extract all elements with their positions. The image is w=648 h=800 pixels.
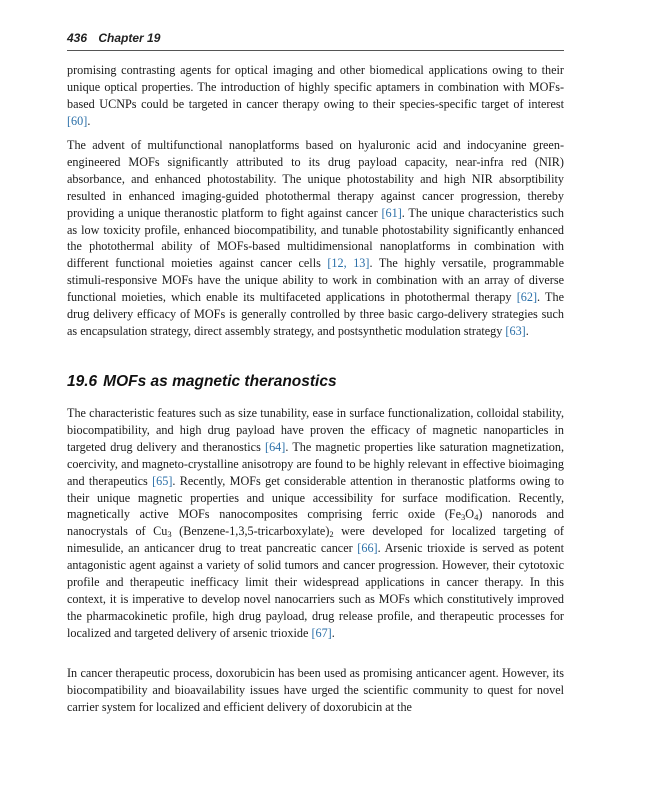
paragraph-text: . The drug delivery efficacy of MOFs is generally controlled by three basic cargo-delivery strategies such as encapsulation strategy, direct assembly strategy, and postsynthetic modulation strategy xyxy=(67,290,564,338)
paragraph-1 xyxy=(67,62,564,130)
paragraph-text: . Arsenic trioxide is served as potent antagonistic agent against a variety of solid tumors and cancer progression. However, their cytotoxic profile and therapeutic inefficacy limit their widespread applications in cancer therapy. In this context, it is imperative to develop novel nanocarriers such as MOFs which constitutively improved the pharmacokinetic profile, high drug payload, drug release profile, and therapeutic processes for localized and targeted delivery of arsenic trioxide xyxy=(67,541,564,640)
paragraph-text: promising contrasting agents for optical imaging and other biomedical applications owing to their unique optical properties. The introduction of highly specific aptamers in combination with MOFs-based UCNPs could be targeted in cancer therapy owing to their species-specific target of interest xyxy=(67,63,564,111)
paragraph-text: O xyxy=(465,507,475,522)
citation-link[interactable]: [65] xyxy=(152,473,173,488)
citation-link[interactable]: [66] xyxy=(357,541,378,556)
paragraph-text: . Recently, MOFs get considerable attention in theranostic platforms owing to their unique magnetic properties and unique accessibility for surface modification. Recently, magnetically active MOFs nanocomposites comprising ferric oxide (Fe xyxy=(67,473,564,522)
paragraph-text: The characteristic features such as size tunability, ease in surface functionalization, colloidal stability, biocompatibility, and high drug payload have proven the efficacy of magnetic nanoparticles in targeted drug delivery and theranostics xyxy=(67,406,564,454)
header-rule xyxy=(67,50,564,51)
paragraph-text: . The highly versatile, programmable stimuli-responsive MOFs have the unique ability to work in combination with an array of diverse functional moieties, which enable its multifaceted applications in photothermal therapy xyxy=(67,256,564,305)
paragraph-text: . xyxy=(331,625,335,640)
page-number: 436 xyxy=(67,31,88,45)
paragraph-3 xyxy=(67,405,564,642)
paragraph-text: . xyxy=(87,113,91,128)
citation-link[interactable]: [60] xyxy=(67,113,88,128)
paragraph-4 xyxy=(67,665,564,716)
subscript: 2 xyxy=(329,529,334,540)
paragraph-text: The advent of multifunctional nanoplatforms based on hyaluronic acid and indocyanine green-engineered MOFs significantly attributed to its drug payload capacity, near-infra red (NIR) absorbance, and enhanced photostability. The unique photostability and high NIR absorptibility resulted in enhanced imaging-guided photothermal therapy against cancer progression, thereby providing a unique theranostic platform to fight against cancer xyxy=(67,138,564,220)
citation-link[interactable]: [61] xyxy=(381,205,402,220)
paragraph-2 xyxy=(67,137,564,340)
running-head xyxy=(67,31,564,49)
paragraph-text: . xyxy=(525,323,529,338)
subscript: 3 xyxy=(461,512,466,523)
paragraph-text: ) nanorods and nanocrystals of Cu xyxy=(67,507,564,539)
subscript: 3 xyxy=(167,529,172,540)
paragraph-text: . The magnetic properties like saturation magnetization, coercivity, and magneto-crystalline anisotropy are found to be highly relevant in effective bioimaging and therapeutics xyxy=(67,439,565,488)
citation-link[interactable]: [62] xyxy=(516,290,538,305)
citation-link[interactable]: [64] xyxy=(265,439,286,454)
chapter-label: Chapter 19 xyxy=(98,31,161,45)
section-number: 19.6 xyxy=(67,373,98,390)
paragraph-text: (Benzene-1,3,5-tricarboxylate) xyxy=(171,524,330,539)
citation-link[interactable]: [67] xyxy=(311,625,332,640)
paragraph-text: In cancer therapeutic process, doxorubicin has been used as promising anticancer agent. However, its biocompatibility and bioavailability issues have urged the scientific community to quest for novel carrier system for localized and efficient delivery of doxorubicin at the xyxy=(67,666,564,714)
citation-link[interactable]: [12, 13] xyxy=(327,256,370,271)
paragraph-text: . The unique characteristics such as low toxicity profile, enhanced biocompatibility, and tunable photostability significantly enhanced the photothermal ability of MOFs-based multidimensional nanoplatforms in combination with different functional moieties against cancer cells xyxy=(67,205,565,271)
section-heading xyxy=(67,373,564,391)
citation-link[interactable]: [63] xyxy=(505,323,526,338)
paragraph-text: were developed for localized targeting of nimesulide, an anticancer drug to treat pancreatic cancer xyxy=(67,524,564,556)
subscript: 4 xyxy=(474,512,479,523)
section-title: MOFs as magnetic theranostics xyxy=(103,373,337,390)
